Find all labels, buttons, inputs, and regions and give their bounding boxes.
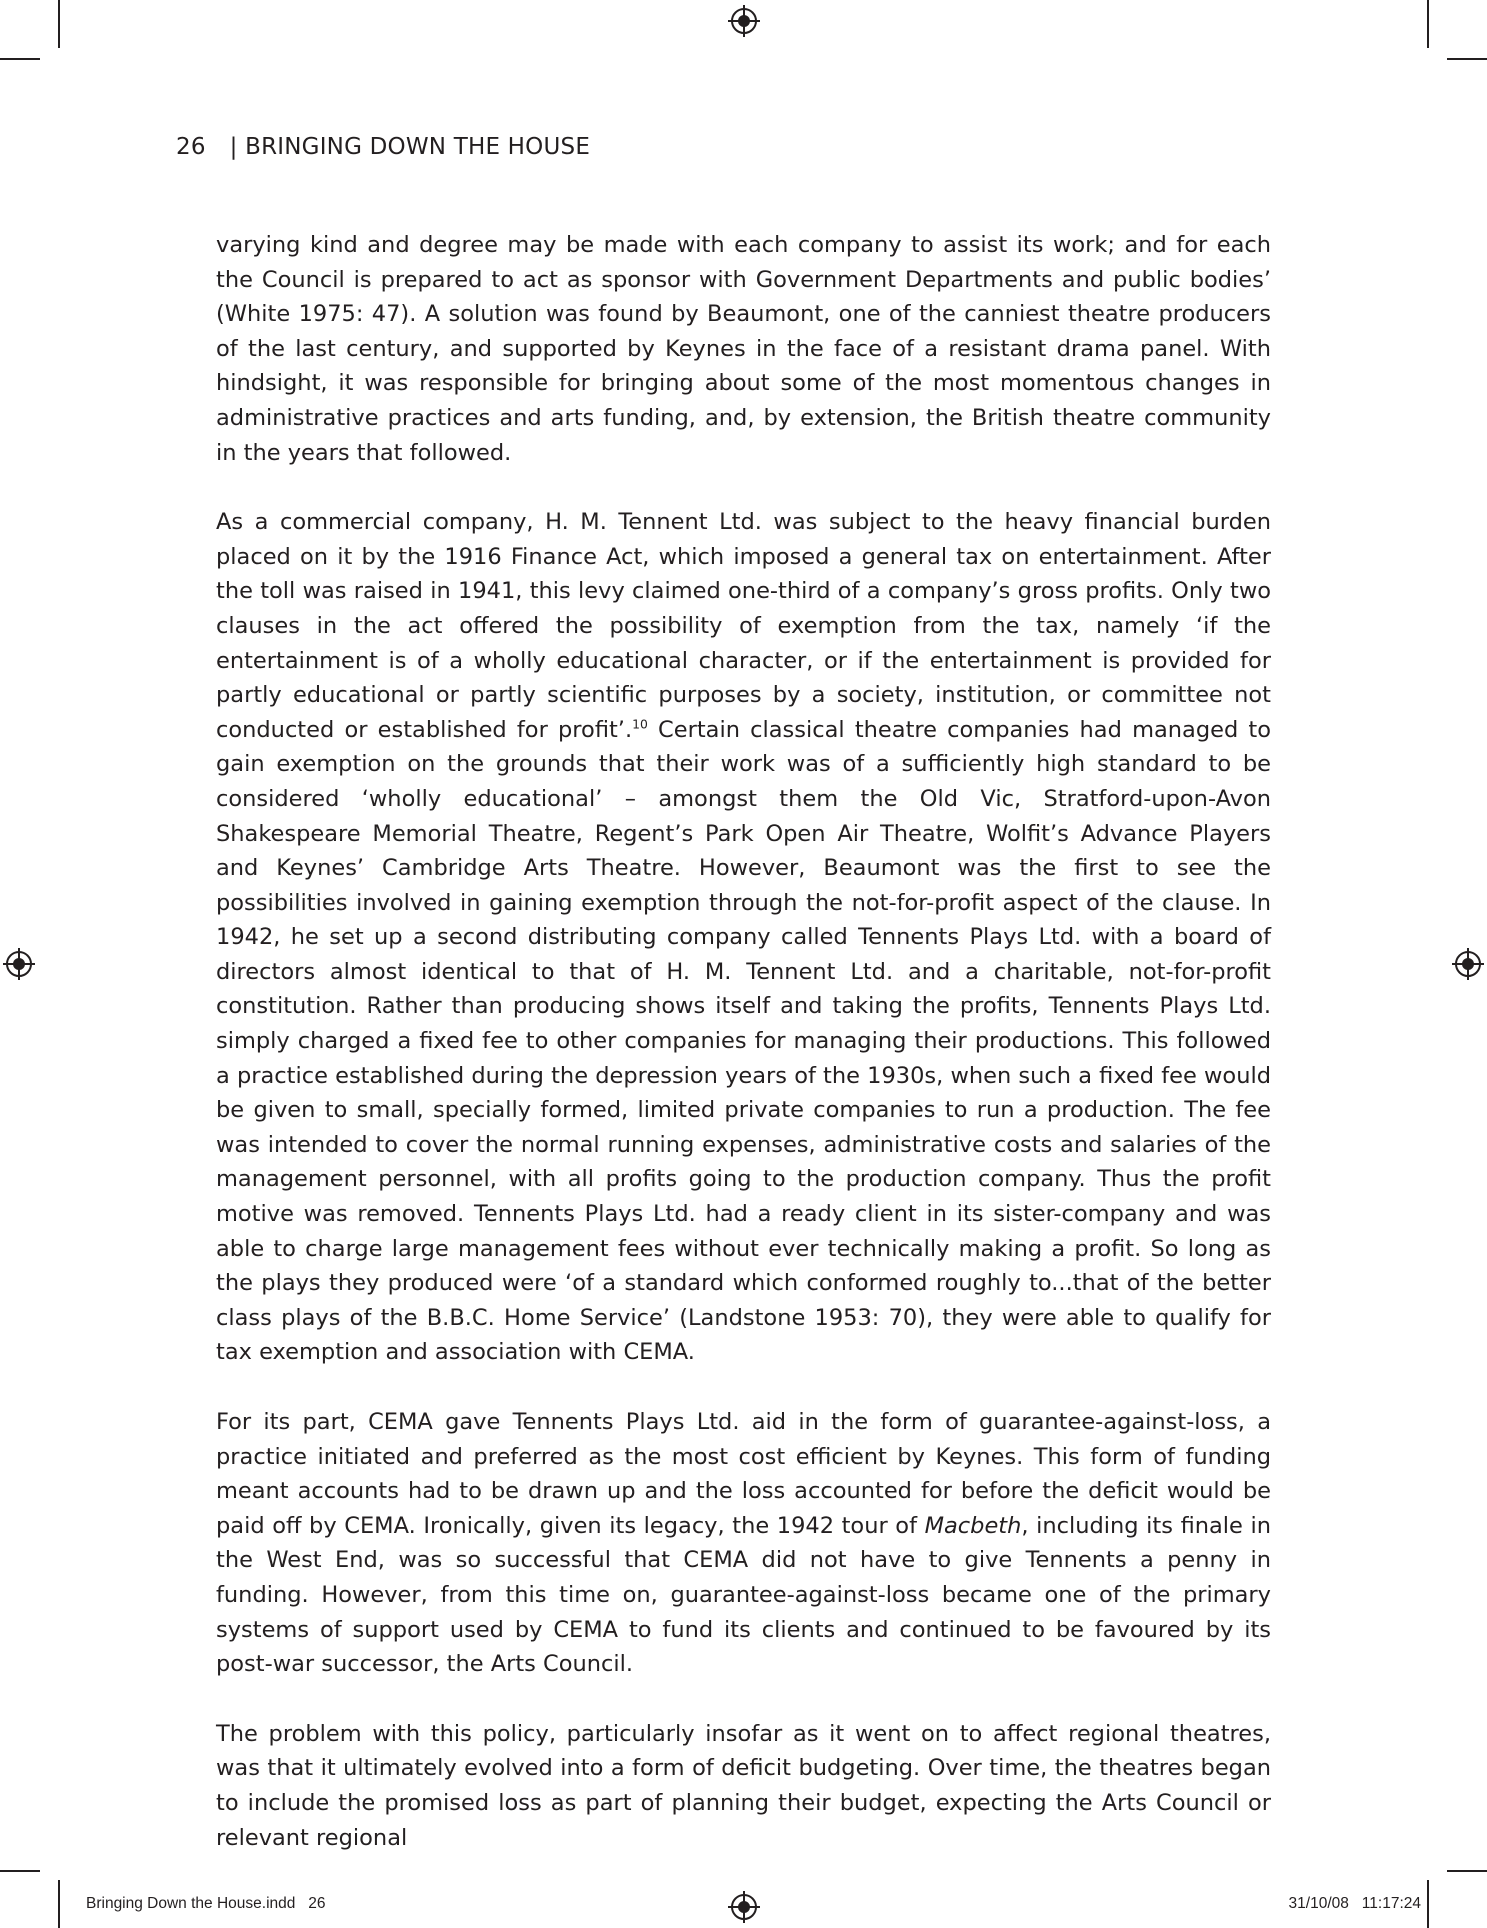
paragraph-text: For its part, CEMA gave Tennents Plays Ltd. aid in the form of guarantee-against-loss, a practice initiated and preferred as the most cost efficient by Keynes. This form of funding meant accounts had to be drawn up and the loss accounted for before the deficit would be paid off by CEMA. Ironically, given its legacy, the 1942 tour of [216, 1409, 1271, 1539]
crop-mark [58, 0, 60, 48]
crop-mark [1427, 1880, 1429, 1928]
paragraph-text: As a commercial company, H. M. Tennent Ltd. was subject to the heavy financial burden placed on it by the 1916 Finance Act, which imposed a general tax on entertainment. After the toll was raised in 1941, this levy claimed one-third of a company’s gross profits. Only two clauses in the act offered the possibility of exemption from the tax, namely ‘if the entertainment is of a wholly educational character, or if the entertainment is provided for partly educational or partly scientific purposes by a society, institution, or committee not conducted or established for profit’. [216, 509, 1271, 743]
crop-mark [1447, 58, 1487, 60]
running-head [176, 134, 590, 160]
paragraph [216, 1405, 1271, 1682]
registration-mark-icon [731, 1894, 757, 1920]
slug-timestamp: 31/10/08 11:17:24 [1288, 1895, 1421, 1912]
crop-mark [1447, 1870, 1487, 1872]
paragraph-text: , including its finale in the West End, was so successful that CEMA did not have to give Tennents a penny in funding. However, from this time on, guarantee-against-loss became one of the primary systems of support used by CEMA to fund its clients and continued to be favoured by its post-war successor, the Arts Council. [216, 1512, 1271, 1678]
book-title: | BRINGING DOWN THE HOUSE [229, 134, 591, 160]
slug-filename: Bringing Down the House.indd 26 [86, 1895, 326, 1912]
footnote-reference: 10 [632, 717, 648, 732]
page-number: 26 [176, 134, 206, 160]
crop-mark [1427, 0, 1429, 48]
registration-mark-icon [1455, 951, 1481, 977]
crop-mark [58, 1880, 60, 1928]
registration-mark-icon [6, 951, 32, 977]
paragraph [216, 505, 1271, 1370]
registration-mark-icon [731, 8, 757, 34]
body-text [216, 228, 1271, 1890]
paragraph: varying kind and degree may be made with each company to assist its work; and for each the Council is prepared to act as sponsor with Government Departments and public bodies’ (White 1975: 47). A solution was found by Beaumont, one of the canniest theatre producers of the last century, and supported by Keynes in the face of a resistant drama panel. With hindsight, it was responsible for bringing about some of the most momentous changes in administrative practices and arts funding, and, by extension, the British theatre community in the years that followed. [216, 232, 1271, 466]
crop-mark [0, 58, 40, 60]
paragraph-text: Certain classical theatre companies had managed to gain exemption on the grounds that their work was of a sufficiently high standard to be considered ‘wholly educational’ – amongst them the Old Vic, Stratford-upon-Avon Shakespeare Memorial Theatre, Regent’s Park Open Air Theatre, Wolfit’s Advance Players and Keynes’ Cambridge Arts Theatre. However, Beaumont was the first to see the possibilities involved in gaining exemption through the not-for-profit aspect of the clause. In 1942, he set up a second distributing company called Tennents Plays Ltd. with a board of directors almost identical to that of H. M. Tennent Ltd. and a charitable, not-for-profit constitution. Rather than producing shows itself and taking the profits, Tennents Plays Ltd. simply charged a fixed fee to other companies for managing their productions. This followed a practice established during the depression years of the 1930s, when such a fixed fee would be given to small, specially formed, limited private companies to run a production. The fee was intended to cover the normal running expenses, administrative costs and salaries of the management personnel, with all profits going to the production company. Thus the profit motive was removed. Tennents Plays Ltd. had a ready client in its sister-company and was able to charge large management fees without ever technically making a profit. So long as the plays they produced were ‘of a standard which conformed roughly to...that of the better class plays of the B.B.C. Home Service’ (Landstone 1953: 70), they were able to qualify for tax exemption and association with CEMA. [216, 716, 1271, 1366]
play-title: Macbeth [924, 1512, 1022, 1539]
crop-mark [0, 1870, 40, 1872]
paragraph: The problem with this policy, particularly insofar as it went on to affect regional theatres, was that it ultimately evolved into a form of deficit budgeting. Over time, the theatres began to include the promised loss as part of planning their budget, expecting the Arts Council or relevant regional [216, 1720, 1271, 1851]
